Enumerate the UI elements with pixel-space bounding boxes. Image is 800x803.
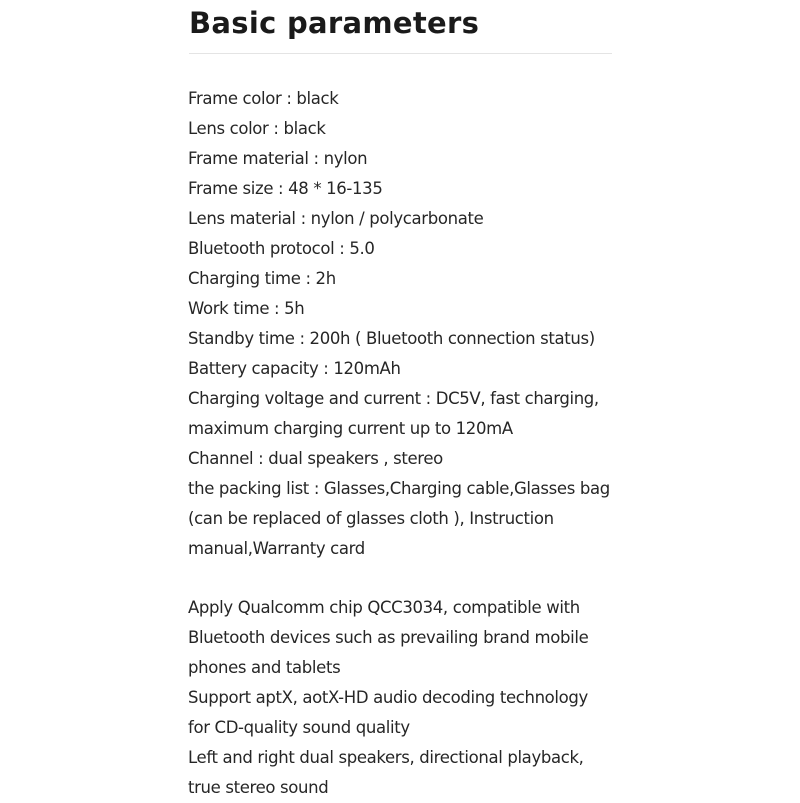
feature-line-speakers-cont: true stereo sound xyxy=(188,778,329,797)
feature-line-chip-end: phones and tablets xyxy=(188,658,341,677)
feature-line-aptx: Support aptX, aotX-HD audio decoding technology xyxy=(188,688,588,707)
spec-line-lens-color: Lens color : black xyxy=(188,119,326,138)
spec-line-frame-material: Frame material : nylon xyxy=(188,149,368,168)
feature-line-speakers: Left and right dual speakers, directional playback, xyxy=(188,748,584,767)
spec-line-packing-list-cont: (can be replaced of glasses cloth ), Instruction xyxy=(188,509,554,528)
feature-list xyxy=(188,593,618,803)
spec-line-charging-time: Charging time : 2h xyxy=(188,269,336,288)
feature-line-chip: Apply Qualcomm chip QCC3034, compatible with xyxy=(188,598,580,617)
spec-line-lens-material: Lens material : nylon / polycarbonate xyxy=(188,209,484,228)
feature-line-chip-cont: Bluetooth devices such as prevailing brand mobile xyxy=(188,628,589,647)
spec-line-bluetooth-protocol: Bluetooth protocol : 5.0 xyxy=(188,239,375,258)
spec-line-channel: Channel : dual speakers , stereo xyxy=(188,449,443,468)
spec-line-standby-time: Standby time : 200h ( Bluetooth connection status) xyxy=(188,329,595,348)
spec-line-packing-list-end: manual,Warranty card xyxy=(188,539,365,558)
spec-line-frame-size: Frame size : 48 * 16-135 xyxy=(188,179,383,198)
spec-line-battery-capacity: Battery capacity : 120mAh xyxy=(188,359,401,378)
title-divider xyxy=(189,53,612,54)
spec-line-frame-color: Frame color : black xyxy=(188,89,339,108)
spec-list xyxy=(188,84,618,564)
spec-line-work-time: Work time : 5h xyxy=(188,299,305,318)
spec-line-charging-voltage-cont: maximum charging current up to 120mA xyxy=(188,419,513,438)
spec-line-packing-list: the packing list : Glasses,Charging cable,Glasses bag xyxy=(188,479,610,498)
page-title: Basic parameters xyxy=(189,6,480,40)
spec-line-charging-voltage: Charging voltage and current : DC5V, fast charging, xyxy=(188,389,599,408)
feature-line-aptx-cont: for CD-quality sound quality xyxy=(188,718,410,737)
